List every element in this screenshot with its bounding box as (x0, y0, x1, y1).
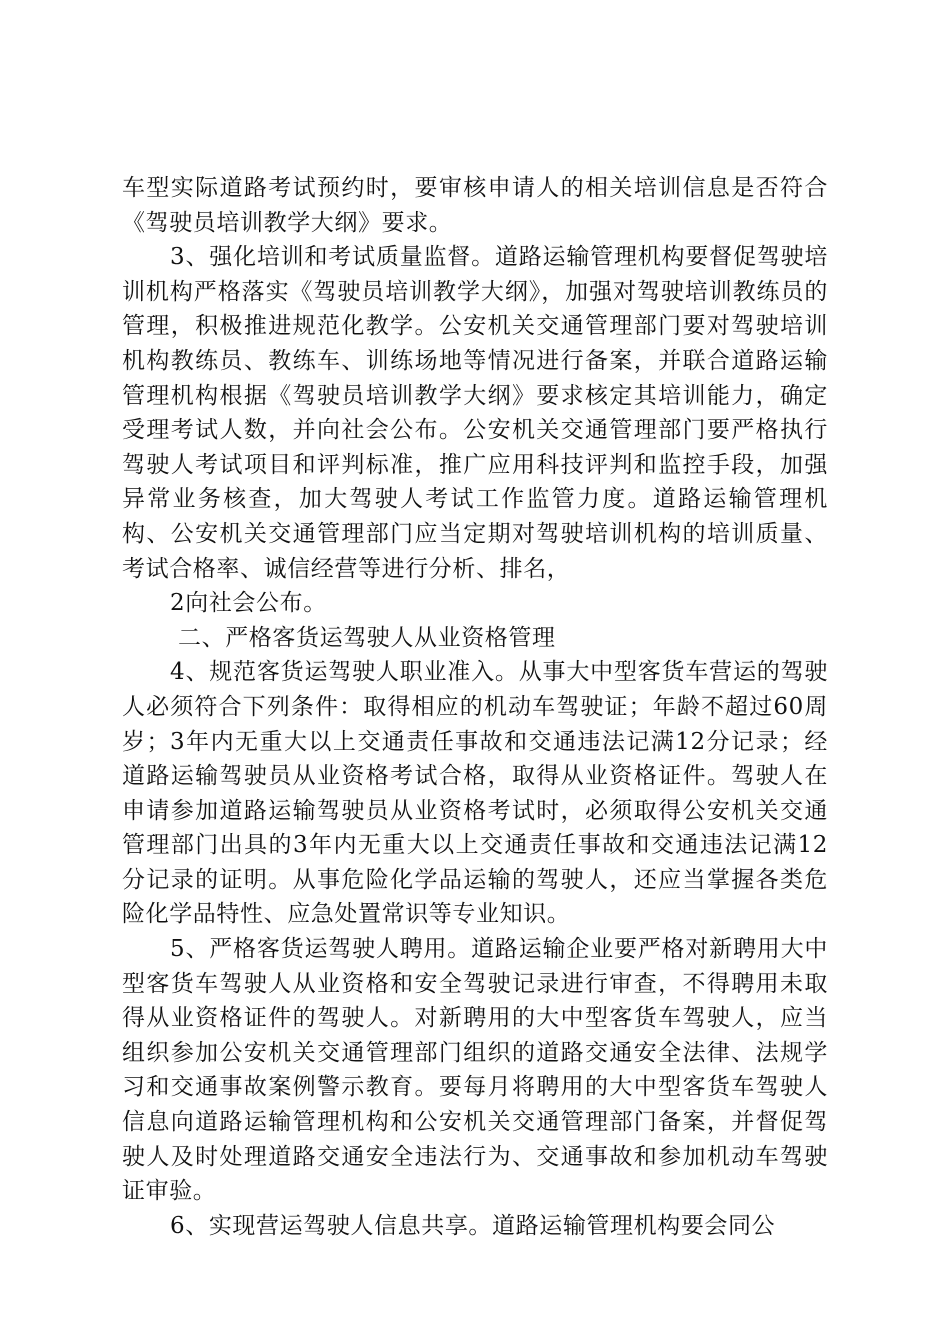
paragraph-item-3: 3、强化培训和考试质量监督。道路运输管理机构要督促驾驶培训机构严格落实《驾驶员培训教学大纲》，加强对驾驶培训教练员的管理，积极推进规范化教学。公安机关交通管理部门要对驾驶培训机构教练员、教练车、训练场地等情况进行备案，并联合道路运输管理机构根据《驾驶员培训教学大纲》要求核定其培训能力，确定受理考试人数，并向社会公布。公安机关交通管理部门要严格执行驾驶人考试项目和评判标准，推广应用科技评判和监控手段，加强异常业务核查，加大驾驶人考试工作监管力度。道路运输管理机构、公安机关交通管理部门应当定期对驾驶培训机构的培训质量、考试合格率、诚信经营等进行分析、排名， (122, 244, 828, 582)
paragraph-item-5: 5、严格客货运驾驶人聘用。道路运输企业要严格对新聘用大中型客货车驾驶人从业资格和安全驾驶记录进行审查，不得聘用未取得从业资格证件的驾驶人。对新聘用的大中型客货车驾驶人，应当组织参加公安机关交通管理部门组织的道路交通安全法律、法规学习和交通事故案例警示教育。要每月将聘用的大中型客货车驾驶人信息向道路运输管理机构和公安机关交通管理部门备案，并督促驾驶人及时处理道路交通安全违法行为、交通事故和参加机动车驾驶证审验。 (122, 936, 828, 1205)
paragraph-item-6: 6、实现营运驾驶人信息共享。道路运输管理机构要会同公 (170, 1212, 776, 1239)
paragraph-continuation: 车型实际道路考试预约时，要审核申请人的相关培训信息是否符合《驾驶员培训教学大纲》要求。 (122, 175, 828, 236)
document-body (122, 171, 828, 1243)
section-heading: 二、严格客货运驾驶人从业资格管理 (178, 624, 556, 651)
paragraph-item-4: 4、规范客货运驾驶人职业准入。从事大中型客货车营运的驾驶人必须符合下列条件：取得相应的机动车驾驶证；年龄不超过60周岁；3年内无重大以上交通责任事故和交通违法记满12分记录；经道路运输驾驶员从业资格考试合格，取得从业资格证件。驾驶人在申请参加道路运输驾驶员从业资格考试时，必须取得公安机关交通管理部门出具的3年内无重大以上交通责任事故和交通违法记满12分记录的证明。从事危险化学品运输的驾驶人，还应当掌握各类危险化学品特性、应急处置常识等专业知识。 (122, 659, 828, 928)
paragraph-fragment: 2向社会公布。 (170, 590, 327, 617)
